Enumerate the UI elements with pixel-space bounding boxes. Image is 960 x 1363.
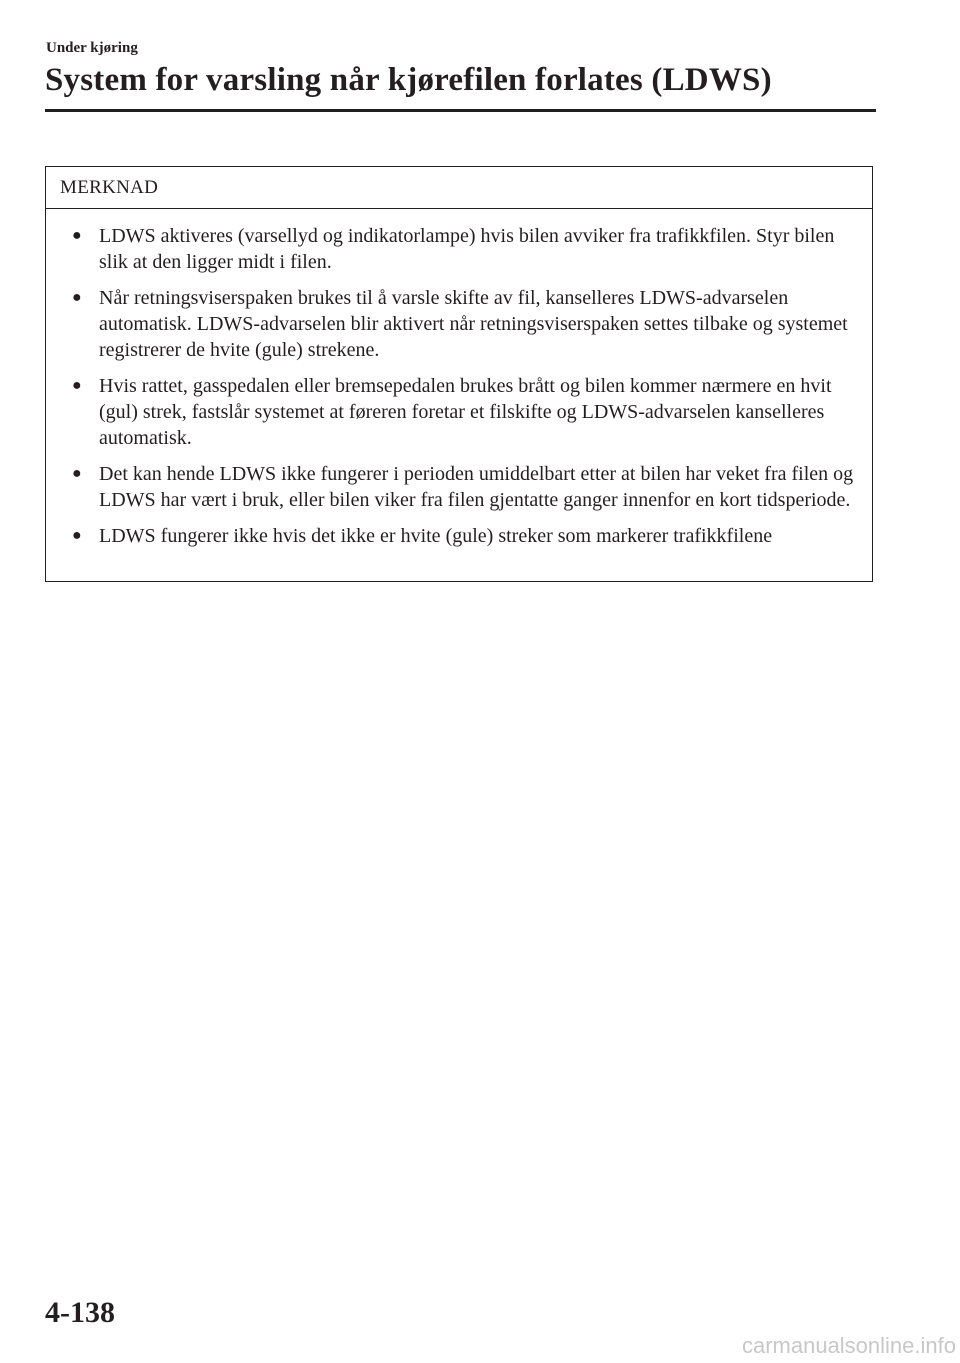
bullet-icon: ● [72, 377, 82, 394]
list-item [72, 373, 856, 451]
list-item [72, 223, 856, 275]
bullet-icon: ● [72, 527, 82, 544]
watermark: carmanualsonline.info [741, 1333, 956, 1358]
list-item [72, 285, 856, 363]
note-item-text: Når retningsviserspaken brukes til å varsle skifte av fil, kanselleres LDWS-advarselen automatisk. LDWS-advarselen blir aktivert når retningsviserspaken settes tilbake og systemet registrerer de hvite (gule) strekene. [99, 287, 848, 361]
bullet-icon: ● [72, 465, 82, 482]
list-item [72, 461, 856, 513]
bullet-icon: ● [72, 227, 82, 244]
section-label: Under kjøring [46, 40, 138, 56]
note-box [45, 166, 873, 582]
page-number: 4-138 [45, 1296, 115, 1329]
bullet-icon: ● [72, 289, 82, 306]
list-item [72, 523, 856, 549]
note-item-text: Hvis rattet, gasspedalen eller bremsepedalen brukes brått og bilen kommer nærmere en hvit (gul) strek, fastslår systemet at føreren foretar et filskifte og LDWS-advarselen kanselleres automatisk. [99, 375, 832, 449]
note-list [46, 209, 872, 549]
title-rule [45, 109, 876, 112]
note-heading: MERKNAD [46, 167, 872, 209]
page-title: System for varsling når kjørefilen forlates (LDWS) [45, 62, 772, 98]
note-item-text: Det kan hende LDWS ikke fungerer i perioden umiddelbart etter at bilen har veket fra filen og LDWS har vært i bruk, eller bilen viker fra filen gjentatte ganger innenfor en kort tidsperiode. [99, 463, 854, 511]
note-item-text: LDWS fungerer ikke hvis det ikke er hvite (gule) streker som markerer trafikkfilene [99, 525, 773, 547]
note-item-text: LDWS aktiveres (varsellyd og indikatorlampe) hvis bilen avviker fra trafikkfilen. Styr bilen slik at den ligger midt i filen. [99, 225, 835, 273]
